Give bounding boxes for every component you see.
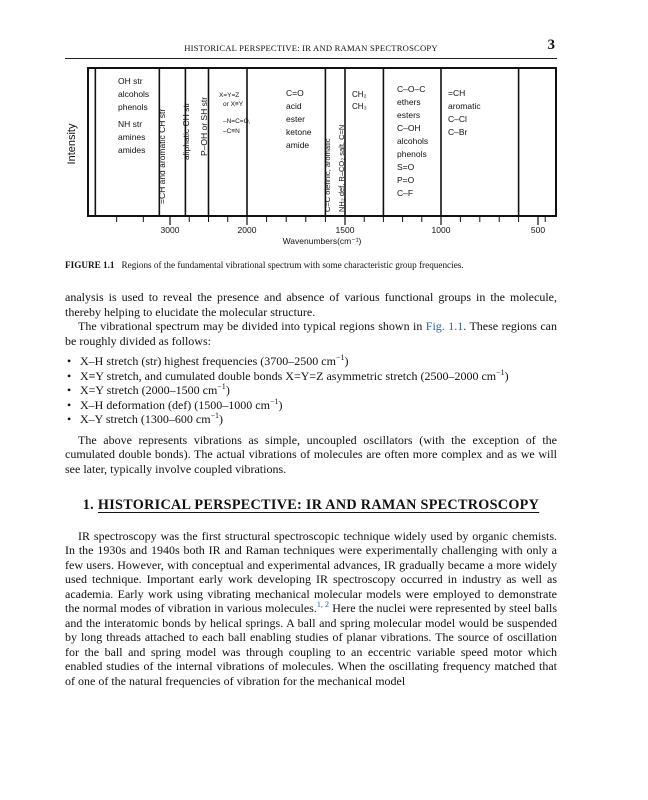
paragraph-3: The above represents vibrations as simple, uncoupled oscillators (with the exception of the cumulated double bonds). The actual vibrations of molecules are often more complex and as we will see later, typically involve coupled vibrations. [65,432,557,476]
list-item-text: X–Y stretch (1300–600 cm [80,412,211,426]
xo-label-8: P=O [397,175,415,185]
aromatic-ch-label: =CH and aromatic CH str [157,108,167,204]
list-item: • X=Y stretch (2000–1500 $cm^{-1}$) [65,383,557,398]
unit-sup: −1 [269,396,279,406]
carbonyl-label-5: amide [286,140,310,150]
unit-sup: −1 [217,382,226,391]
list-item: • X–H deformation (def) (1500–1000 $cm^{-1}$) [65,398,557,413]
region-carbonyl [286,88,312,150]
body-text [65,290,557,688]
paragraph-2-end: . These regions can be roughly divided as follows: [65,319,557,348]
x-tick-label: 1000 [431,225,451,235]
running-head [65,36,557,59]
xo-label-1: C–O–C [397,84,426,94]
region-xy [448,88,481,137]
aliphatic-ch-label: aliphatic CH str [181,102,191,160]
section-heading [65,498,557,513]
running-title: HISTORICAL PERSPECTIVE: IR AND RAMAN SPECTROSCOPY [184,43,438,53]
list-item: • X–H stretch (str) highest frequencies (3700–2500 $cm^{-1}$) [65,354,557,369]
caption-text: Regions of the fundamental vibrational spectrum with some characteristic group frequencies. [121,260,464,270]
region-xo [397,84,428,198]
x-axis-label: Wavenumbers(cm⁻¹) [282,236,362,246]
region-ch-def [352,90,367,111]
xh-label-1: OH str [118,76,143,86]
triple-label-4: –C≡N [223,128,240,135]
section-title: HISTORICAL PERSPECTIVE: IR AND RAMAN SPECTROSCOPY [97,497,540,513]
xh-label-2: alcohols [118,89,150,99]
list-item-text: X–H stretch (str) highest frequencies (3700–2500 cm [80,354,336,368]
paragraph-2 [65,319,557,348]
region-xh-stretch [118,76,149,155]
figure-1-1 [0,60,648,260]
triple-label-1: X=Y=Z [219,92,240,99]
list-item-text: X≡Y stretch, and cumulated double bonds X=Y=Z asymmetric stretch (2500–2000 cm [80,368,497,383]
region-list [65,354,557,427]
page-number: 3 [547,37,555,53]
paragraph-4 [65,529,557,689]
xh-label-4: NH str [118,119,143,129]
olefinic-label: C=C olefinic, aromatic [323,138,332,212]
poh-sh-label: P–OH or SH str [199,96,209,156]
figure-caption [65,260,557,270]
x-tick-label: 2000 [237,225,257,235]
x-tick-label: 500 [530,225,546,235]
xo-label-4: C–OH [397,123,421,133]
section-number: 1. [82,497,95,513]
xo-label-7: S=O [397,162,415,172]
nh2-def-label: NH₂ def, R–CO₂ salt, C=N [337,124,346,212]
paragraph-1: analysis is used to reveal the presence and absence of various functional groups in the molecule, thereby helping to elucidate the molecular structure. [65,290,557,319]
xy-label-1: =CH [448,88,466,98]
xo-label-6: phenols [397,149,427,159]
xh-label-5: amines [118,132,146,142]
triple-label-2: or X≡Y [223,101,244,108]
region-triple-bonds [219,92,251,135]
xy-label-4: C–Br [448,127,468,137]
ch3-label: CH₃ [352,102,367,111]
triple-label-3: –N=C=O, [223,118,251,125]
xy-label-2: aromatic [448,101,481,111]
carbonyl-label-4: ketone [286,127,312,137]
paragraph-4a: IR spectroscopy was the first structural spectroscopic technique widely used by organic chemists. In the 1930s and 1940s both IR and Raman techniques were experimentally challenging with only a few users. However, with conceptual and experimental advances, IR gradually became a more widely used technique. Important early work developing IR spectroscopy occurred in industry as well as academia. Early work using vibrating mechanical molecular models were employed to demonstrate the normal modes of vibration in various molecules. [65,528,557,615]
xo-label-9: C–F [397,188,414,198]
x-axis-ticks [117,216,546,235]
carbonyl-label-1: C=O [286,88,304,98]
xo-label-2: ethers [397,97,421,107]
xh-label-3: phenols [118,102,148,112]
xo-label-3: esters [397,110,421,120]
paragraph-2-start: The vibrational spectrum may be divided into typical regions shown in [78,319,426,333]
list-item-text: X–H deformation (def) (1500–1000 cm [80,397,270,412]
carbonyl-label-2: acid [286,101,302,111]
x-tick-label: 1500 [335,225,355,235]
list-item: • X≡Y stretch, and cumulated double bonds X=Y=Z asymmetric stretch (2500–2000 $cm^{-1}$) [65,369,557,384]
list-item-text: X=Y stretch (2000–1500 cm [80,383,218,397]
ch2-label: CH₂ [352,90,367,99]
xy-label-3: C–Cl [448,114,467,124]
carbonyl-label-3: ester [286,114,305,124]
x-tick-label: 3000 [160,225,180,235]
unit-sup: −1 [335,353,345,362]
spectrum-regions-chart [0,60,648,260]
unit-sup: −1 [210,411,220,420]
xh-label-6: amides [118,145,146,155]
list-item: • X–Y stretch (1300–600 $cm^{-1}$) [65,412,557,427]
figure-link[interactable]: Fig. 1.1 [425,319,464,333]
y-axis-label: Intensity [66,123,78,165]
caption-label: FIGURE 1.1 [65,260,115,270]
unit-sup: −1 [496,367,505,377]
paragraph-4b: Here the nuclei were represented by steel balls and the interatomic bonds by helical springs. A ball and spring molecular model would be suspended by long threads attached to each ball enabling studies of planar vibrations. The source of oscillation for the ball and spring model was through coupling to an eccentric variable speed motor which enabled studies of the internal vibrations of molecules. When the oscillating frequency matched that of one of the natural frequencies of vibration for the mechanical model [65,601,557,688]
reference-superscript[interactable]: 1, 2 [316,600,330,609]
xo-label-5: alcohols [397,136,429,146]
